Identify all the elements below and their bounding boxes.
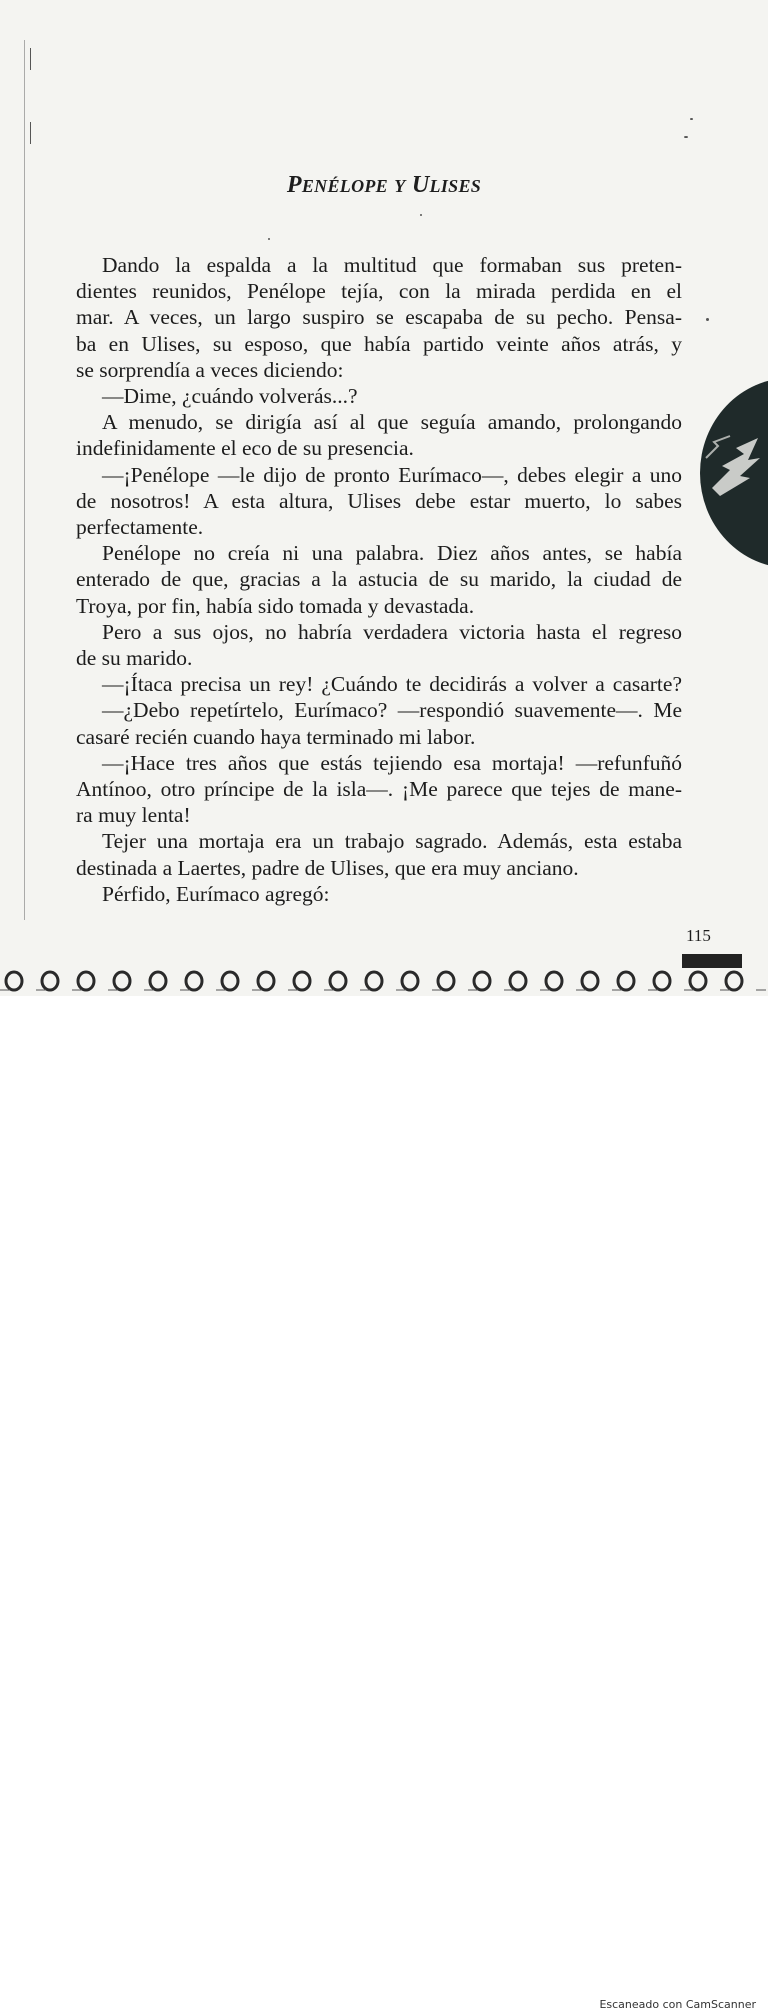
page-number: 115 xyxy=(686,926,711,945)
text-line: destinada a Laertes, padre de Ulises, que era muy anciano. xyxy=(76,855,579,880)
scanned-page xyxy=(0,0,768,996)
margin-tick-mark xyxy=(30,48,31,70)
scanner-watermark: Escaneado con CamScanner xyxy=(599,1998,756,2011)
text-line: ra muy lenta! xyxy=(76,803,191,828)
text-line: Antínoo, otro príncipe de la isla—. ¡Me parece que tejes de mane- xyxy=(76,777,682,802)
scan-speck xyxy=(706,318,709,321)
text-line: —¡Penélope —le dijo de pronto Eurímaco—, debes elegir a uno xyxy=(102,462,682,487)
text-line: Pero a sus ojos, no habría verdadera victoria hasta el regreso xyxy=(102,619,682,644)
text-line: enterado de que, gracias a la astucia de su marido, la ciudad de xyxy=(76,567,682,592)
text-line: Penélope no creía ni una palabra. Diez años antes, se había xyxy=(102,541,682,566)
text-line: de nosotros! A esta altura, Ulises debe estar muerto, lo sabes xyxy=(76,488,682,513)
scan-speck xyxy=(420,214,422,216)
text-line: indefinidamente el eco de su presencia. xyxy=(76,436,414,461)
text-line: perfectamente. xyxy=(76,515,204,540)
story-body xyxy=(76,252,682,907)
scan-speck xyxy=(268,238,270,240)
spiral-binding xyxy=(0,966,768,996)
text-line: A menudo, se dirigía así al que seguía amando, prolongando xyxy=(102,410,682,435)
text-line: casaré recién cuando haya terminado mi labor. xyxy=(76,724,476,749)
text-line: —¿Debo repetírtelo, Eurímaco? —respondió suavemente—. Me xyxy=(102,698,682,723)
scan-speck xyxy=(690,118,693,120)
dark-illustration-fragment xyxy=(700,378,768,568)
text-line: —¡Hace tres años que estás tejiendo esa mortaja! —refunfuñó xyxy=(102,750,682,775)
text-line: mar. A veces, un largo suspiro se escapaba de su pecho. Pensa- xyxy=(76,305,682,330)
text-line: Tejer una mortaja era un trabajo sagrado. Además, esta estaba xyxy=(102,829,682,854)
text-line: —Dime, ¿cuándo volverás...? xyxy=(102,384,358,409)
text-line: Dando la espalda a la multitud que formaban sus preten- xyxy=(102,253,682,277)
footer-bar xyxy=(0,996,768,2011)
story-title: PENÉLOPE Y ULISES xyxy=(286,172,482,198)
text-line: Troya, por fin, había sido tomada y devastada. xyxy=(76,593,475,618)
scan-speck xyxy=(684,136,688,138)
text-line: Pérfido, Eurímaco agregó: xyxy=(102,881,330,906)
text-line: dientes reunidos, Penélope tejía, con la mirada perdida en el xyxy=(76,279,682,304)
text-line: de su marido. xyxy=(76,646,193,671)
margin-tick-mark xyxy=(30,122,31,144)
text-line: ba en Ulises, su esposo, que había partido veinte años atrás, y xyxy=(76,331,682,356)
text-line: —¡Ítaca precisa un rey! ¿Cuándo te decidirás a volver a casarte? xyxy=(102,672,682,697)
text-line: se sorprendía a veces diciendo: xyxy=(76,357,344,382)
